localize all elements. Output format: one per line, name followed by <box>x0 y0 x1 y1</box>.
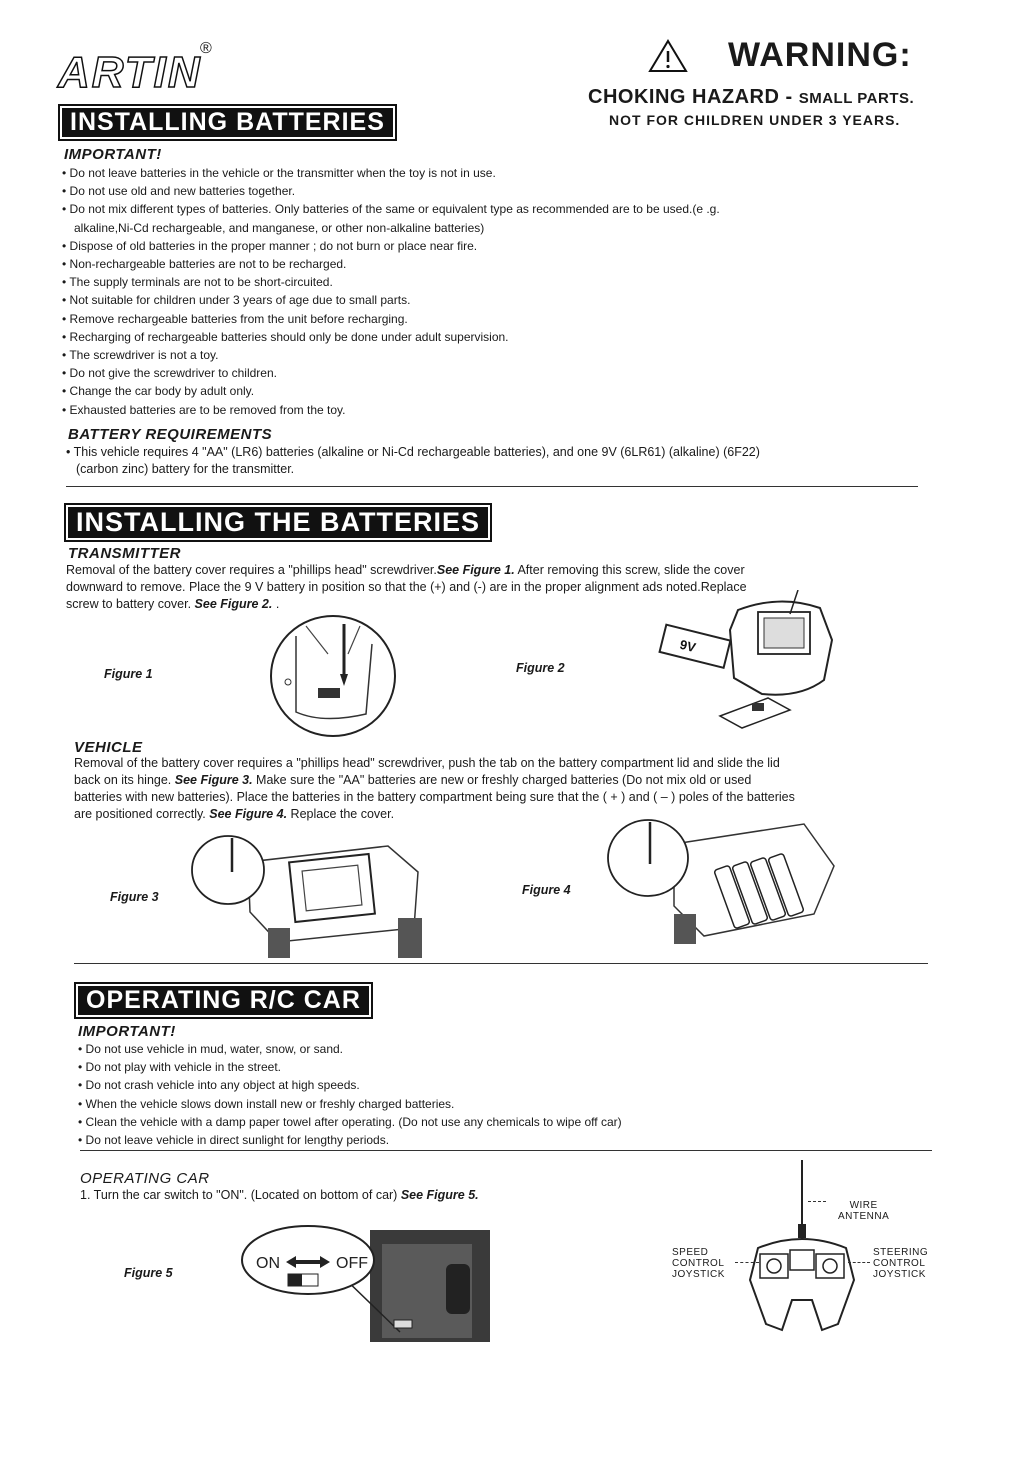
speed-control-label <box>672 1247 725 1280</box>
transmitter-heading: TRANSMITTER <box>68 545 181 562</box>
hazard-main: CHOKING HAZARD - <box>588 86 793 108</box>
list-item: • Do not use vehicle in mud, water, snow, or sand. <box>78 1040 938 1058</box>
v-text: back on its hinge. <box>74 773 175 787</box>
transmitter-diagram <box>742 1160 862 1336</box>
vehicle-instructions <box>74 755 934 823</box>
tx-text: Removal of the battery cover requires a "phillips head" screwdriver. <box>66 563 437 577</box>
tx-ref: See Figure 2. <box>194 597 273 611</box>
v-text: Replace the cover. <box>287 807 395 821</box>
battery-9v-label: 9V <box>678 636 698 656</box>
list-item: • Recharging of rechargeable batteries should only be done under adult supervision. <box>62 328 962 346</box>
important-heading-2: IMPORTANT! <box>78 1023 176 1040</box>
important-heading-1: IMPORTANT! <box>64 146 162 163</box>
figure-2-illustration <box>650 590 836 730</box>
label-line: JOYSTICK <box>672 1269 725 1280</box>
tx-text: After removing this screw, slide the cover <box>514 563 745 577</box>
battery-requirements-heading: BATTERY REQUIREMENTS <box>68 426 273 443</box>
important-list-2 <box>78 1040 938 1149</box>
logo-text: ARTIN <box>58 48 202 97</box>
warning-triangle-icon <box>648 38 688 74</box>
label-line: STEERING <box>873 1247 929 1258</box>
list-item: • When the vehicle slows down install new or freshly charged batteries. <box>78 1095 938 1113</box>
installing-the-batteries-banner: INSTALLING THE BATTERIES <box>64 503 492 542</box>
figure-1-illustration <box>268 614 398 738</box>
list-item: • Dispose of old batteries in the proper manner ; do not burn or place near fire. <box>62 237 962 255</box>
operating-car-step <box>80 1187 640 1204</box>
v-text: Make sure the "AA" batteries are new or freshly charged batteries (Do not mix old or used <box>252 773 752 787</box>
label-line: SPEED <box>672 1247 709 1258</box>
switch-on-label: ON <box>256 1255 280 1272</box>
wire-antenna-label <box>838 1200 889 1222</box>
battery-requirements-text: • This vehicle requires 4 "AA" (LR6) batteries (alkaline or Ni-Cd rechargeable batteries), and one 9V (6LR61) (alkaline) (6F22) (carbon zinc) battery for the transmitter. <box>66 444 946 478</box>
age-warning: NOT FOR CHILDREN UNDER 3 YEARS. <box>609 112 901 128</box>
hazard-small: SMALL PARTS. <box>798 90 915 107</box>
speed-leader <box>735 1262 759 1263</box>
figure-2-label: Figure 2 <box>516 661 565 675</box>
list-item: • Non-rechargeable batteries are not to be recharged. <box>62 255 962 273</box>
figure-1-label: Figure 1 <box>104 667 153 681</box>
v-text: batteries with new batteries). Place the batteries in the battery compartment being sure that the ( + ) and ( – ) poles of the batteries <box>74 790 795 804</box>
artin-logo <box>58 38 218 102</box>
list-item: • Do not play with vehicle in the street. <box>78 1058 938 1076</box>
figure-3-illustration <box>188 832 438 960</box>
list-item: • Do not leave batteries in the vehicle or the transmitter when the toy is not in use. <box>62 164 962 182</box>
label-line: JOYSTICK <box>873 1269 926 1280</box>
warning-title: WARNING: <box>728 36 912 74</box>
antenna-leader <box>808 1201 826 1202</box>
list-item: • The supply terminals are not to be short-circuited. <box>62 273 962 291</box>
op-ref: See Figure 5. <box>400 1188 479 1202</box>
section-divider <box>74 963 928 964</box>
list-item: • Change the car body by adult only. <box>62 382 962 400</box>
registered-mark: ® <box>200 40 212 57</box>
operating-rc-car-banner: OPERATING R/C CAR <box>74 982 373 1019</box>
tx-text: screw to battery cover. <box>66 597 195 611</box>
label-line: ANTENNA <box>838 1211 890 1222</box>
tx-text: . <box>272 597 280 611</box>
v-text: are positioned correctly. <box>74 807 210 821</box>
list-item: • Do not leave vehicle in direct sunlight for lengthy periods. <box>78 1131 938 1149</box>
req-line-2: (carbon zinc) battery for the transmitter. <box>76 462 295 476</box>
list-item: • The screwdriver is not a toy. <box>62 346 962 364</box>
list-item: • Do not crash vehicle into any object at high speeds. <box>78 1076 938 1094</box>
label-line: CONTROL <box>672 1258 725 1269</box>
figure-5-illustration <box>240 1224 500 1348</box>
figure-5-label: Figure 5 <box>124 1266 173 1280</box>
section-divider <box>80 1150 932 1151</box>
req-line-1: This vehicle requires 4 "AA" (LR6) batteries (alkaline or Ni-Cd rechargeable batteries), and one 9V (6LR61) (alkaline) (6F22) <box>73 445 760 459</box>
steering-leader <box>848 1262 870 1263</box>
section-divider <box>66 486 918 487</box>
label-line: WIRE <box>849 1200 878 1211</box>
v-ref: See Figure 4. <box>209 807 288 821</box>
choking-hazard <box>588 86 914 109</box>
tx-text: downward to remove. Place the 9 V battery in position so that the (+) and (-) are in the proper alignment ads noted.Replace <box>66 580 747 594</box>
label-line: CONTROL <box>873 1258 926 1269</box>
v-text: Removal of the battery cover requires a "phillips head" screwdriver, push the tab on the battery compartment lid and slide the lid <box>74 756 780 770</box>
steering-control-label <box>873 1247 928 1280</box>
important-list-1 <box>62 164 962 419</box>
list-item: • Do not use old and new batteries together. <box>62 182 962 200</box>
figure-3-label: Figure 3 <box>110 890 159 904</box>
tx-ref: See Figure 1. <box>436 563 515 577</box>
list-item: • Do not mix different types of batteries. Only batteries of the same or equivalent type as recommended are to be used.(e .g. <box>62 200 962 218</box>
list-item: • Exhausted batteries are to be removed from the toy. <box>62 401 962 419</box>
list-item: • Not suitable for children under 3 years of age due to small parts. <box>62 291 962 309</box>
list-item: • Remove rechargeable batteries from the unit before recharging. <box>62 310 962 328</box>
switch-off-label: OFF <box>336 1255 368 1272</box>
figure-4-label: Figure 4 <box>522 883 571 897</box>
list-item-continuation: alkaline,Ni-Cd rechargeable, and manganese, or other non-alkaline batteries) <box>74 220 485 235</box>
list-item: • Clean the vehicle with a damp paper towel after operating. (Do not use any chemicals to wipe off car) <box>78 1113 938 1131</box>
v-ref: See Figure 3. <box>174 773 253 787</box>
operating-car-heading: OPERATING CAR <box>80 1170 210 1187</box>
vehicle-heading: VEHICLE <box>74 739 143 756</box>
list-item: • Do not give the screwdriver to children. <box>62 364 962 382</box>
op-text: 1. Turn the car switch to "ON". (Located on bottom of car) <box>80 1188 401 1202</box>
installing-batteries-banner: INSTALLING BATTERIES <box>58 104 397 141</box>
figure-4-illustration <box>604 814 844 950</box>
